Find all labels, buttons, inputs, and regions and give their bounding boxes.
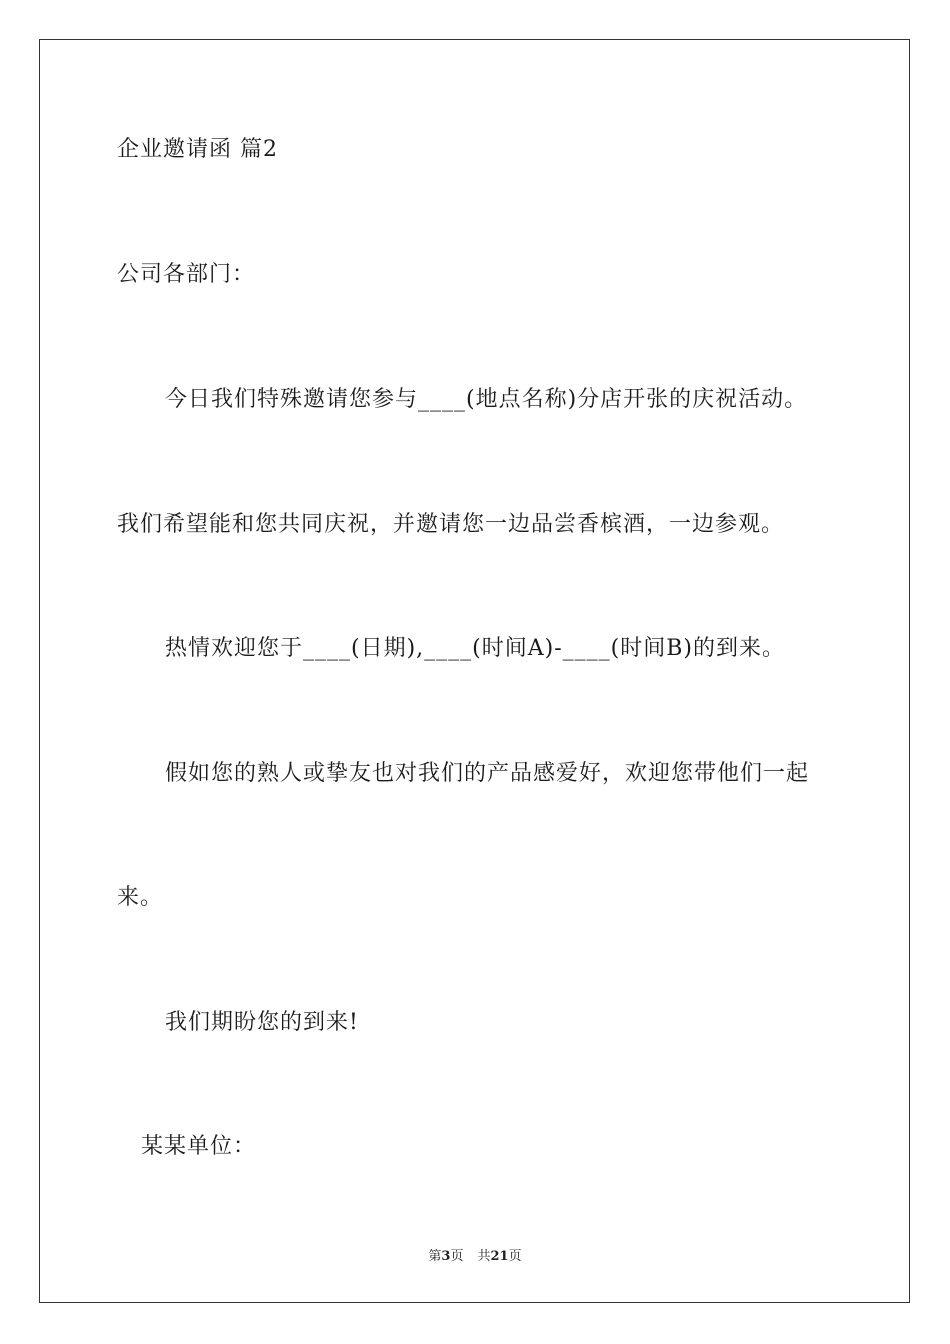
paragraph-closing: 我们期盼您的到来!	[165, 1010, 359, 1035]
paragraph-celebration: 我们希望能和您共同庆祝，并邀请您一边品尝香槟酒，一边参观。	[117, 512, 785, 537]
footer-total-suffix: 页	[508, 1249, 522, 1264]
footer-page-prefix: 第	[428, 1249, 442, 1264]
page-border	[39, 39, 910, 1303]
document-title: 企业邀请函 篇2	[117, 137, 278, 162]
footer-total-prefix: 共	[477, 1249, 491, 1264]
paragraph-friends-line2: 来。	[117, 885, 164, 910]
footer-page-suffix: 页	[450, 1249, 464, 1264]
paragraph-invitation: 今日我们特殊邀请您参与____(地点名称)分店开张的庆祝活动。	[165, 387, 808, 412]
page-footer	[0, 1249, 950, 1265]
paragraph-date-time: 热情欢迎您于____(日期),____(时间A)-____(时间B)的到来。	[165, 636, 785, 661]
salutation: 公司各部门：	[117, 262, 256, 287]
signoff-organization: 某某单位：	[141, 1134, 257, 1159]
footer-total-pages: 21	[490, 1249, 509, 1264]
footer-current-page: 3	[441, 1249, 451, 1264]
paragraph-friends-line1: 假如您的熟人或挚友也对我们的产品感爱好，欢迎您带他们一起	[165, 761, 810, 786]
